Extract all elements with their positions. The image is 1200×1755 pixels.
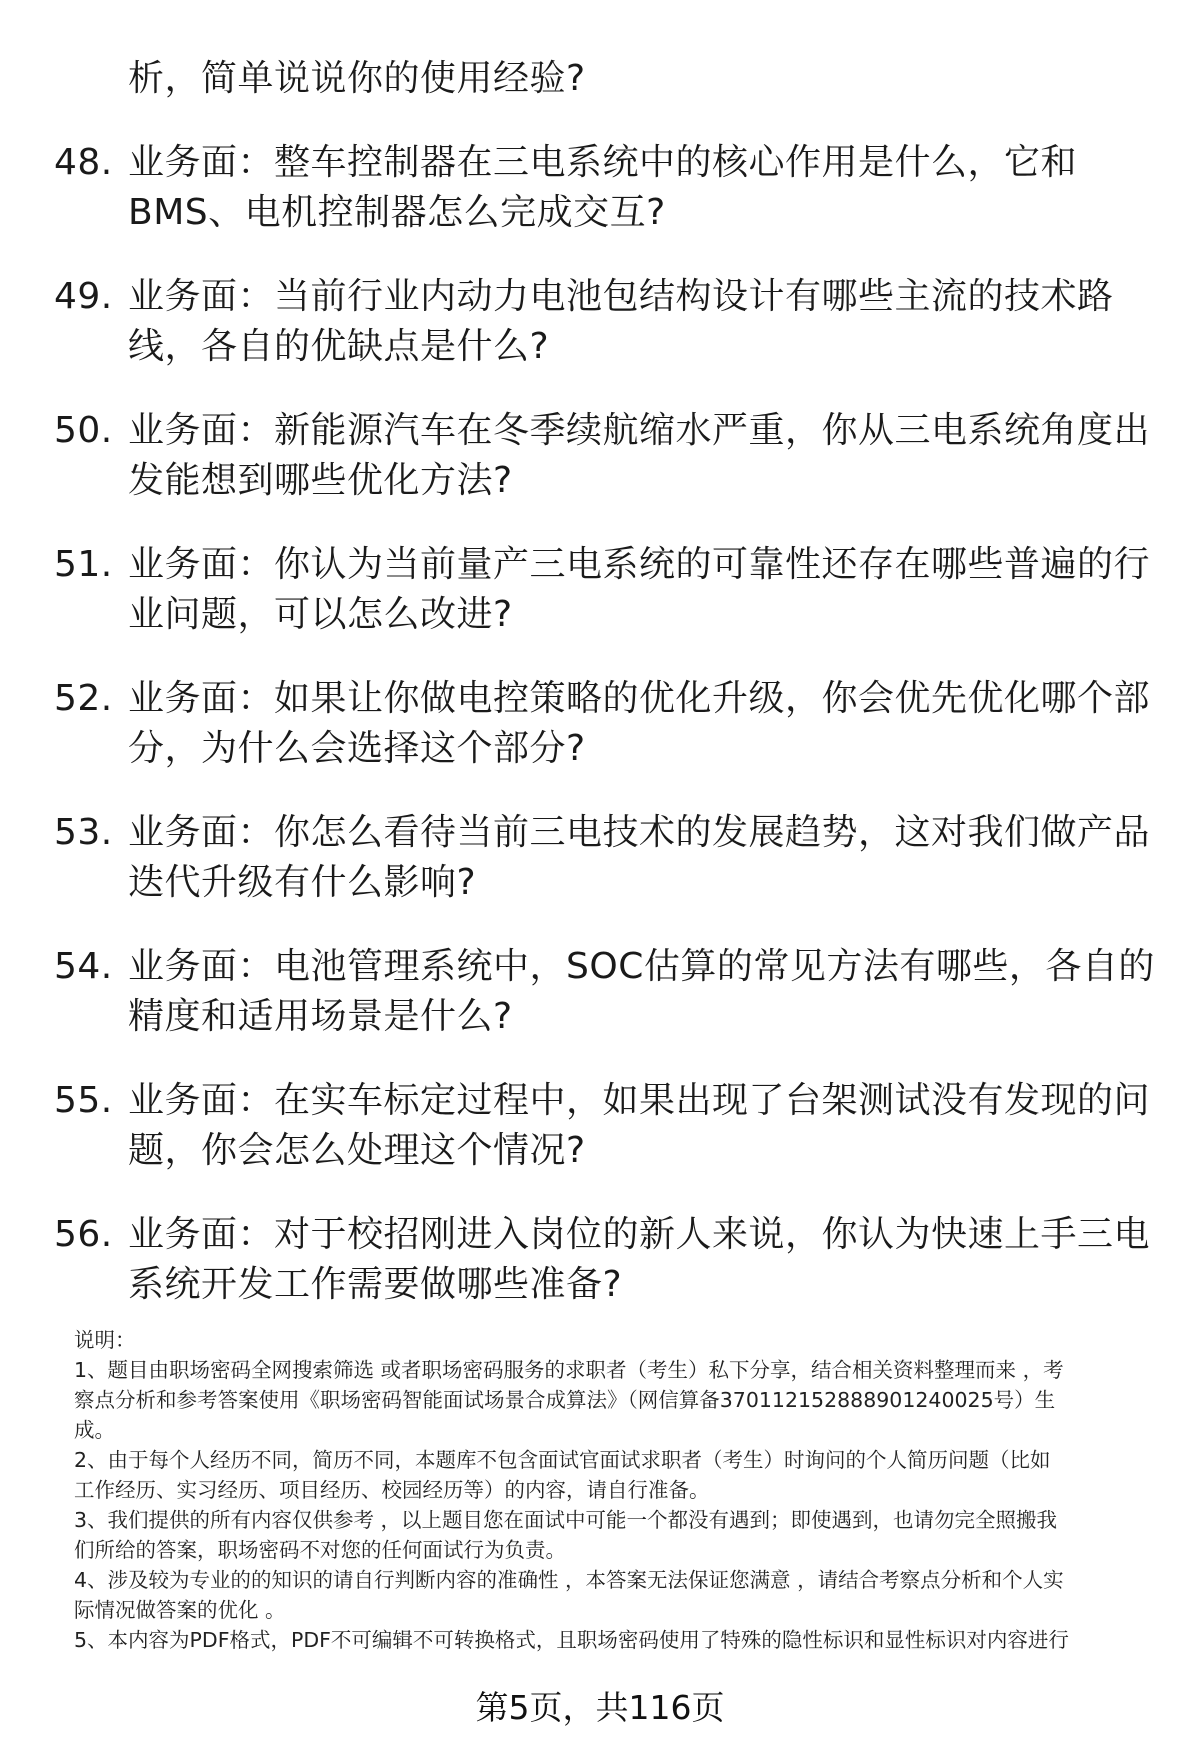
notes-line: 成。 — [74, 1418, 115, 1442]
question-text-line: 业务面：新能源汽车在冬季续航缩水严重，你从三电系统角度出 — [128, 410, 1151, 451]
question-text-line: 分，为什么会选择这个部分? — [128, 728, 586, 769]
question-text-line: 题，你会怎么处理这个情况? — [128, 1130, 586, 1171]
question-item-52 — [54, 674, 1154, 774]
notes-section — [74, 1325, 1160, 1655]
question-number: 55. — [54, 1080, 113, 1121]
notes-line: 们所给的答案，职场密码不对您的任何面试行为负责。 — [74, 1538, 566, 1562]
question-item-49 — [54, 272, 1154, 372]
question-text-line: 系统开发工作需要做哪些准备? — [128, 1264, 623, 1305]
question-item-51 — [54, 540, 1154, 640]
question-number: 50. — [54, 410, 113, 451]
question-text-line: BMS、电机控制器怎么完成交互? — [128, 192, 666, 233]
question-text-line: 业问题，可以怎么改进? — [128, 594, 513, 635]
question-number: 56. — [54, 1214, 113, 1255]
notes-line: 4、涉及较为专业的的知识的请自行判断内容的准确性 ，本答案无法保证您满意 ，请结合考察点分析和个人实 — [74, 1568, 1064, 1592]
question-number: 51. — [54, 544, 113, 585]
notes-line: 3、我们提供的所有内容仅供参考 ，以上题目您在面试中可能一个都没有遇到；即使遇到，也请勿完全照搬我 — [74, 1508, 1058, 1532]
notes-heading: 说明： — [74, 1328, 136, 1352]
notes-line: 察点分析和参考答案使用《职场密码智能面试场景合成算法》（网信算备370112152888901240025号）生 — [74, 1388, 1056, 1412]
question-text-line: 业务面：整车控制器在三电系统中的核心作用是什么，它和 — [128, 142, 1078, 183]
question-text-line: 发能想到哪些优化方法? — [128, 460, 513, 501]
question-text-line: 业务面：电池管理系统中，SOC估算的常见方法有哪些，各自的 — [128, 946, 1155, 987]
notes-line: 1、题目由职场密码全网搜索筛选 或者职场密码服务的求职者（考生）私下分享，结合相关资料整理而来 ，考 — [74, 1358, 1064, 1382]
question-item-48 — [54, 138, 1154, 238]
question-text-line: 业务面：如果让你做电控策略的优化升级，你会优先优化哪个部 — [128, 678, 1151, 719]
question-number: 52. — [54, 678, 113, 719]
question-item-50 — [54, 406, 1154, 506]
question-item-53 — [54, 808, 1154, 908]
continued-question-line: 析，简单说说你的使用经验? — [128, 58, 586, 99]
question-number: 48. — [54, 142, 113, 183]
question-text-line: 业务面：对于校招刚进入岗位的新人来说，你认为快速上手三电 — [128, 1214, 1151, 1255]
question-item-55 — [54, 1076, 1154, 1176]
notes-line: 2、由于每个人经历不同，简历不同，本题库不包含面试官面试求职者（考生）时询问的个人简历问题（比如 — [74, 1448, 1051, 1472]
question-number: 53. — [54, 812, 113, 853]
question-text-line: 业务面：你认为当前量产三电系统的可靠性还存在哪些普遍的行 — [128, 544, 1151, 585]
question-number: 49. — [54, 276, 113, 317]
page-number-footer: 第5页，共116页 — [475, 1688, 725, 1727]
question-number: 54. — [54, 946, 113, 987]
notes-line: 5、本内容为PDF格式，PDF不可编辑不可转换格式，且职场密码使用了特殊的隐性标识和显性标识对内容进行 — [74, 1628, 1069, 1652]
notes-line: 际情况做答案的优化 。 — [74, 1598, 286, 1622]
question-item-56 — [54, 1210, 1154, 1310]
notes-line: 工作经历、实习经历、项目经历、校园经历等）的内容，请自行准备。 — [74, 1478, 710, 1502]
question-list — [54, 54, 1154, 1344]
question-text-line: 精度和适用场景是什么? — [128, 996, 513, 1037]
question-text-line: 业务面：在实车标定过程中，如果出现了台架测试没有发现的问 — [128, 1080, 1151, 1121]
question-text-line: 迭代升级有什么影响? — [128, 862, 477, 903]
question-text-line: 业务面：你怎么看待当前三电技术的发展趋势，这对我们做产品 — [128, 812, 1151, 853]
question-item-54 — [54, 942, 1154, 1042]
question-text-line: 业务面：当前行业内动力电池包结构设计有哪些主流的技术路 — [128, 276, 1114, 317]
question-text-line: 线，各自的优缺点是什么? — [128, 326, 550, 367]
